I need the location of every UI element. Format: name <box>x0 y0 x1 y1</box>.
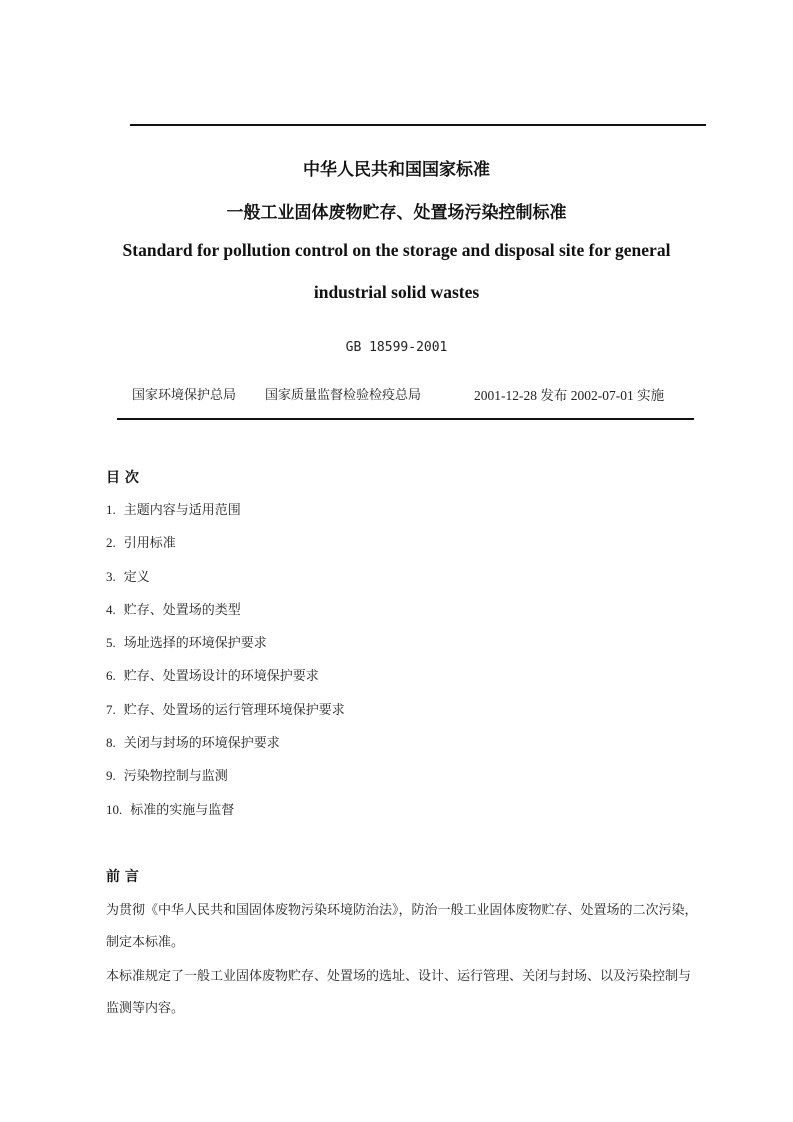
toc-item-label: 标准的实施与监督 <box>130 802 235 818</box>
toc-item-label: 关闭与封场的环境保护要求 <box>123 736 280 752</box>
standard-title-en-line-2: industrial solid wastes <box>313 282 480 302</box>
toc-item-label: 贮存、处置场设计的环境保护要求 <box>123 669 319 685</box>
toc-item[interactable] <box>106 766 345 799</box>
standard-title-en-line-1: Standard for pollution control on the storage and disposal site for general <box>122 240 671 260</box>
toc-item[interactable] <box>106 700 345 733</box>
toc-item-number: 4. <box>106 601 116 617</box>
toc-item[interactable] <box>106 666 345 699</box>
toc-item-number: 9. <box>106 768 116 784</box>
preface-paragraph-1: 为贯彻《中华人民共和国固体废物污染环境防治法》，防治一般工业固体废物贮存、处置场的二次污染，制定本标准。 <box>106 903 698 950</box>
toc-item-number: 5. <box>106 635 116 651</box>
toc-item-number: 2. <box>106 535 116 551</box>
top-rule <box>130 124 706 126</box>
toc-item[interactable] <box>106 600 345 633</box>
toc-list <box>106 500 345 833</box>
toc-item-label: 主题内容与适用范围 <box>123 503 241 518</box>
preface-heading: 前 言 <box>106 869 139 885</box>
standard-title-cn: 一般工业固体废物贮存、处置场污染控制标准 <box>226 203 567 223</box>
toc-item[interactable] <box>106 567 345 600</box>
toc-item-label: 贮存、处置场的类型 <box>123 602 241 618</box>
toc-item[interactable] <box>106 733 345 766</box>
toc-item[interactable] <box>106 533 345 566</box>
toc-item[interactable] <box>106 800 345 833</box>
toc-item-label: 场址选择的环境保护要求 <box>123 636 267 652</box>
toc-item-label: 污染物控制与监测 <box>123 769 228 785</box>
national-standard-title: 中华人民共和国国家标准 <box>303 160 490 180</box>
toc-item-number: 3. <box>106 568 116 584</box>
toc-item-label: 定义 <box>123 569 150 585</box>
toc-item-number: 1. <box>106 502 116 517</box>
issuer-2: 国家质量监督检验检疫总局 <box>265 388 422 403</box>
bottom-rule <box>117 418 694 420</box>
standard-code: GB 18599-2001 <box>345 340 448 355</box>
toc-item-label: 贮存、处置场的运行管理环境保护要求 <box>123 702 345 718</box>
toc-item-number: 10. <box>106 801 123 817</box>
toc-item-number: 7. <box>106 701 116 717</box>
issuer-1: 国家环境保护总局 <box>132 388 237 403</box>
toc-item[interactable] <box>106 500 345 533</box>
preface-paragraph-2: 本标准规定了一般工业固体废物贮存、处置场的选址、设计、运行管理、关闭与封场、以及污染控制与监测等内容。 <box>106 969 692 1016</box>
toc-item-number: 6. <box>106 668 116 684</box>
toc-heading: 目 次 <box>106 470 139 486</box>
toc-item-number: 8. <box>106 735 116 751</box>
toc-item-label: 引用标准 <box>123 536 176 552</box>
issue-dates: 2001-12-28 发布 2002-07-01 实施 <box>474 388 665 403</box>
toc-item[interactable] <box>106 633 345 666</box>
